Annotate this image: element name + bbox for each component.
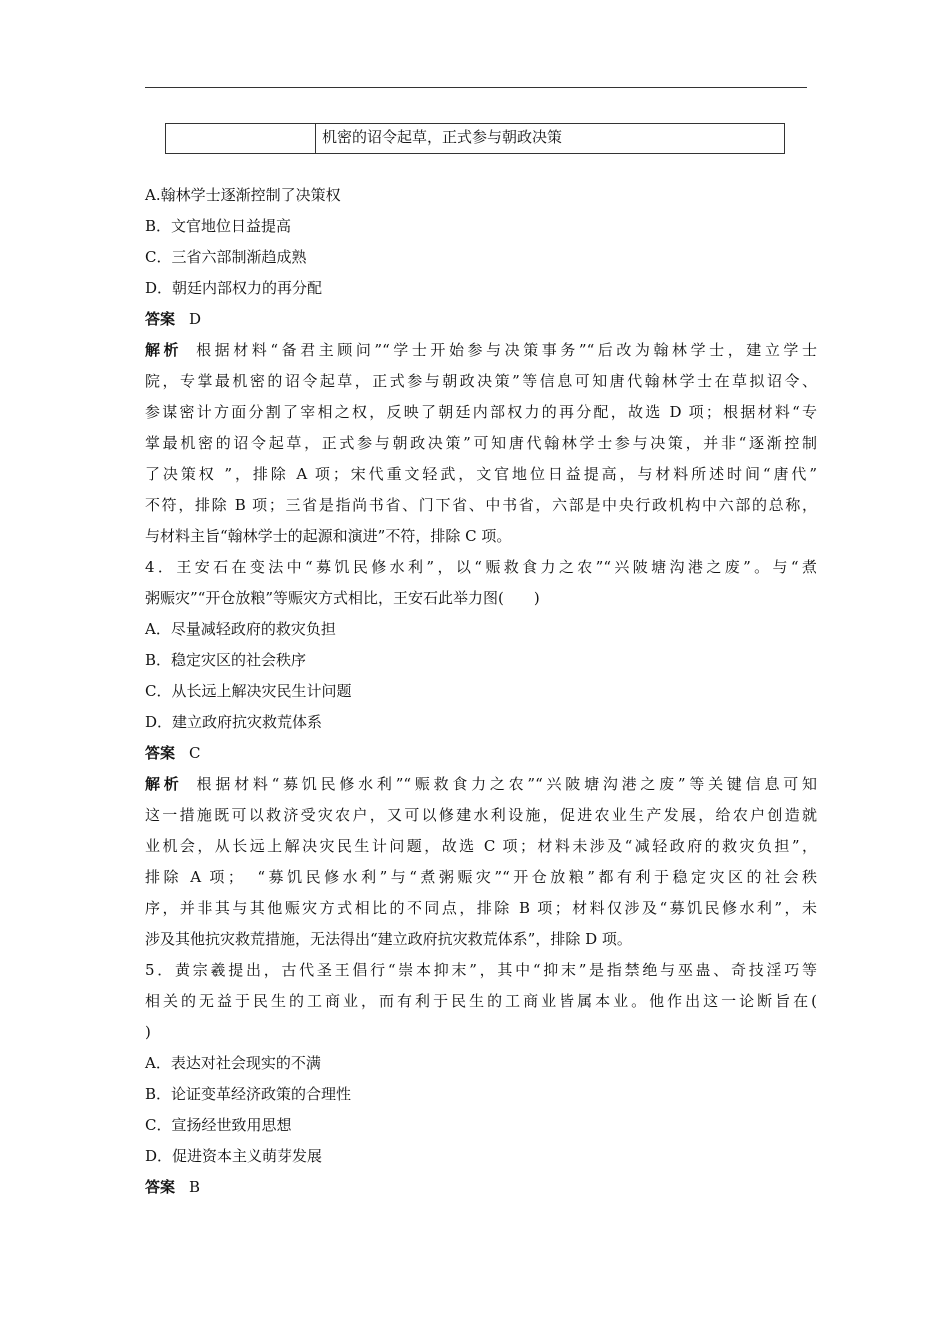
q4-option-b: B．稳定灾区的社会秩序: [145, 651, 307, 669]
q3-option-b: B．文官地位日益提高: [145, 217, 292, 235]
q4-analysis-line: 序，并非其与其他赈灾方式相比的不同点，排除 B 项；材料仅涉及“募饥民修水利”，未: [145, 899, 817, 917]
answer-value: B: [189, 1178, 201, 1196]
q5-stem-line: ): [145, 1023, 151, 1041]
q3-analysis-line: 院，专掌最机密的诏令起草，正式参与朝政决策”等信息可知唐代翰林学士在草拟诏令、: [145, 372, 817, 390]
q4-stem-line: 4．王安石在变法中“募饥民修水利”，以“赈救食力之农”“兴陂塘沟港之废”。与“煮: [145, 558, 817, 576]
q4-analysis-line: 业机会，从长远上解决灾民生计问题，故选 C 项；材料未涉及“减轻政府的救灾负担”，: [145, 837, 817, 855]
q4-analysis-line: 这一措施既可以救济受灾农户，又可以修建水利设施，促进农业生产发展，给农户创造就: [145, 806, 817, 824]
table-cell-left: [166, 124, 316, 153]
q4-option-c: C．从长远上解决灾民生计问题: [145, 682, 352, 700]
q3-option-c: C．三省六部制渐趋成熟: [145, 248, 307, 266]
answer-value: D: [189, 310, 202, 328]
q4-option-a: A．尽量减轻政府的救灾负担: [145, 620, 336, 638]
q5-option-a: A．表达对社会现实的不满: [145, 1054, 321, 1072]
q3-analysis-line: 与材料主旨“翰林学士的起源和演进”不符，排除 C 项。: [145, 527, 512, 545]
q5-option-b: B．论证变革经济政策的合理性: [145, 1085, 352, 1103]
q4-analysis-line: 排除 A 项； “募饥民修水利”与“煮粥赈灾”“开仓放粮”都有利于稳定灾区的社会秩: [145, 868, 817, 886]
table-cell-right: 机密的诏令起草，正式参与朝政决策: [322, 128, 563, 146]
q3-analysis-line: 了决策权 ”，排除 A 项；宋代重文轻武，文官地位日益提高，与材料所述时间“唐代”: [145, 465, 817, 483]
q5-stem-line: 5．黄宗羲提出，古代圣王倡行“崇本抑末”，其中“抑末”是指禁绝与巫蛊、奇技淫巧等: [145, 961, 817, 979]
q3-option-a: A.翰林学士逐渐控制了决策权: [145, 186, 341, 204]
q3-analysis-line: 参谋密计方面分割了宰相之权，反映了朝廷内部权力的再分配，故选 D 项；根据材料“专: [145, 403, 817, 421]
answer-label: 答案: [145, 1178, 176, 1196]
header-rule: [145, 87, 807, 88]
answer-label: 答案: [145, 744, 176, 762]
q3-analysis-line: 不符，排除 B 项；三省是指尚书省、门下省、中书省，六部是中央行政机构中六部的总称，: [145, 496, 817, 514]
q4-analysis-line: 涉及其他抗灾救荒措施，无法得出“建立政府抗灾救荒体系”，排除 D 项。: [145, 930, 632, 948]
q5-stem-line: 相关的无益于民生的工商业，而有利于民生的工商业皆属本业。他作出这一论断旨在(: [145, 992, 817, 1010]
q4-option-d: D．建立政府抗灾救荒体系: [145, 713, 323, 731]
q5-option-d: D．促进资本主义萌芽发展: [145, 1147, 323, 1165]
q4-analysis-line: 解析 根据材料“募饥民修水利”“赈救食力之农”“兴陂塘沟港之废”等关键信息可知: [145, 775, 817, 793]
q5-answer: [145, 1172, 817, 1203]
analysis-label: 解析: [145, 341, 183, 359]
q3-analysis-line: 解析 根据材料“备君主顾问”“学士开始参与决策事务”“后改为翰林学士，建立学士: [145, 341, 817, 359]
analysis-label: 解析: [145, 775, 183, 793]
material-table-row: [165, 123, 785, 154]
q3-option-d: D．朝廷内部权力的再分配: [145, 279, 323, 297]
q3-answer: [145, 304, 817, 335]
answer-label: 答案: [145, 310, 176, 328]
answer-value: C: [189, 744, 201, 762]
q4-stem-line: 粥赈灾”“开仓放粮”等赈灾方式相比，王安石此举力图( ): [145, 589, 540, 607]
q3-analysis-line: 掌最机密的诏令起草，正式参与朝政决策”可知唐代翰林学士参与决策，并非“逐渐控制: [145, 434, 817, 452]
q4-answer: [145, 738, 817, 769]
document-body: [145, 180, 817, 1203]
q5-option-c: C．宣扬经世致用思想: [145, 1116, 292, 1134]
